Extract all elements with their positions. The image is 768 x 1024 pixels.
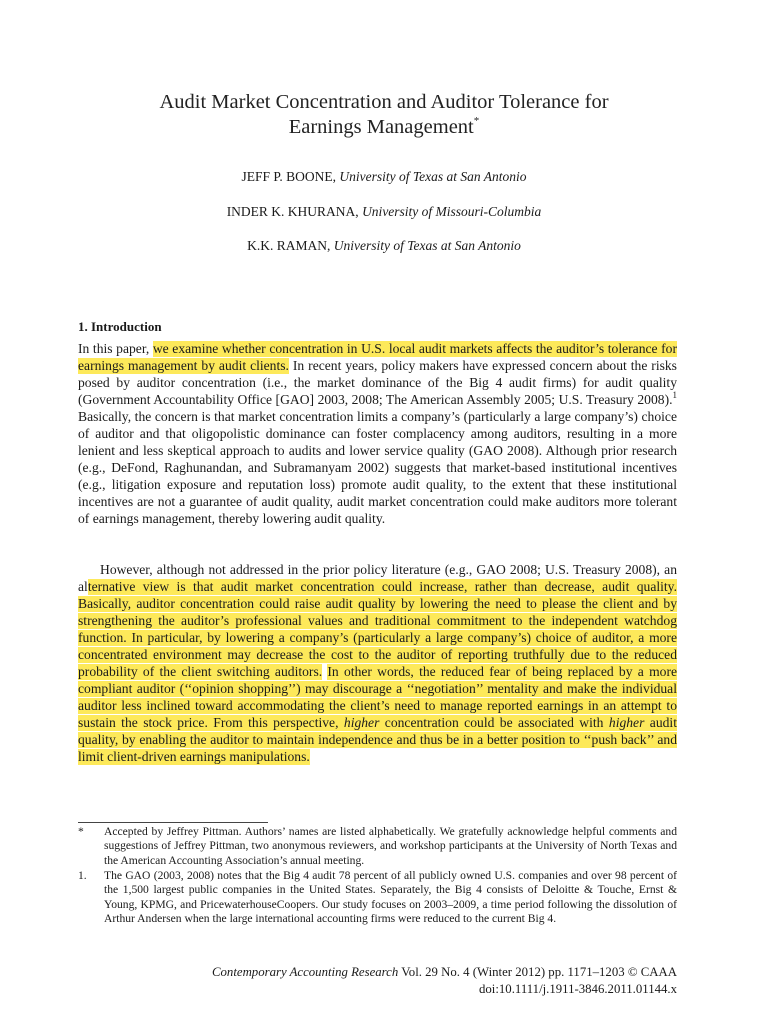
paragraph-2 <box>78 561 677 765</box>
footnote-text: Accepted by Jeffrey Pittman. Authors’ names are listed alphabetically. We gratefully acknowledge helpful comments and suggestions of Jeffrey Pittman, two anonymous reviewers, and workshop participants at the University of North Texas and the American Accounting Association’s annual meeting. <box>104 825 677 867</box>
footnote-divider <box>78 822 268 823</box>
journal-name: Contemporary Accounting Research <box>212 965 399 979</box>
paper-title <box>90 90 678 140</box>
highlighted-text[interactable]: ternative view is that audit market concentration could increase, rather than decrease, audit quality. Basically, auditor concentration could raise audit quality by lowering the need to please the client and by strengthening the auditor’s professional values and traditional commitment to the independent watchdog function. In particular, by lowering a company’s (particularly a large company’s) choice of auditor, a more concentrated environment may decrease the cost to the auditor of reporting truthfully due to the reduced probability of the client switching auditors. <box>78 579 677 679</box>
text-span: In other words, the reduced fear of being replaced by a more compliant auditor (‘‘opinion shopping’’) may discourage a ‘‘negotiation’’ mentality and make the individual auditor less inclined toward accommodating the client’s need to manage reported earnings in an attempt to sustain the stock price. From this perspective, <box>78 664 678 730</box>
journal-doi[interactable]: doi:10.1111/j.1911-3846.2011.01144.x <box>479 982 677 996</box>
text-span: However, although not addressed in the prior policy literature (e.g., GAO 2008; U.S. Treasury 2008), an al <box>78 562 677 594</box>
emphasis-text: higher <box>343 715 380 730</box>
journal-volume: Vol. 29 No. 4 (Winter 2012) pp. 1171–1203 © CAAA <box>398 965 677 979</box>
paragraph-1 <box>78 340 677 527</box>
highlighted-text[interactable] <box>78 664 677 765</box>
footnote-2 <box>78 869 677 926</box>
author-affiliation: University of Missouri-Columbia <box>362 204 542 219</box>
text-span: In this paper, <box>78 341 153 356</box>
footnote-ref[interactable]: 1 <box>672 390 677 400</box>
author-name: INDER K. KHURANA, <box>226 204 359 219</box>
text-span: In recent years, policy makers have expressed concern about the risks posed by auditor concentration (i.e., the market dominance of the Big 4 audit firms) for audit quality (Government Accountability Office [GAO] 2003, 2008; The American Assembly 2005; U.S. Treasury 2008). <box>78 358 677 407</box>
section-heading: 1. Introduction <box>78 319 162 334</box>
author-affiliation: University of Texas at San Antonio <box>333 238 521 253</box>
footnote-text: The GAO (2003, 2008) notes that the Big 4 audit 78 percent of all publicly owned U.S. companies and over 98 percent of the 1,500 largest public companies in the United States. Separately, the Big 4 consists of Deloitte & Touche, Ernst & Young, KPMG, and PricewaterhouseCoopers. Our study focuses on 2003–2009, a time period following the dissolution of Arthur Andersen when the large international accounting firms were reduced to the current Big 4. <box>104 869 677 925</box>
text-span: Basically, the concern is that market concentration limits a company’s (particularly a large company’s) choice of auditor and that oligopolistic dominance can foster complacency among auditors, resulting in a more lenient and less skeptical approach to audits and lower service quality (GAO 2008). Although prior research (e.g., DeFond, Raghunandan, and Subramanyam 2002) suggests that market-based institutional incentives (e.g., litigation exposure and reputation loss) promote audit quality, to the extent that these institutional incentives are not a guarantee of audit quality, audit market concentration could make auditors more tolerant of earnings management, thereby lowering audit quality. <box>78 409 677 526</box>
author-name: K.K. RAMAN, <box>247 238 331 253</box>
footnote-mark: 1. <box>78 869 87 882</box>
title-line-1: Audit Market Concentration and Auditor Tolerance for <box>159 91 609 113</box>
title-footnote-marker[interactable]: * <box>473 115 480 127</box>
emphasis-text: higher <box>608 715 645 730</box>
author-affiliation: University of Texas at San Antonio <box>339 169 527 184</box>
title-line-2: Earnings Management <box>288 116 474 138</box>
journal-citation <box>78 964 677 998</box>
footnote-mark: * <box>78 825 84 838</box>
author-2 <box>0 203 768 221</box>
highlighted-text[interactable]: we examine whether concentration in U.S. local audit markets affects the auditor’s tolerance for earnings management by audit clients. <box>78 341 678 373</box>
text-span: concentration could be associated with <box>379 715 609 730</box>
author-1 <box>0 168 768 186</box>
footnote-1 <box>78 825 677 868</box>
text-span: audit quality, by enabling the auditor to maintain independence and thus be in a better position to ‘‘push back’’ and limit client-driven earnings manipulations. <box>78 715 677 764</box>
author-3 <box>0 237 768 255</box>
author-name: JEFF P. BOONE, <box>241 169 337 184</box>
